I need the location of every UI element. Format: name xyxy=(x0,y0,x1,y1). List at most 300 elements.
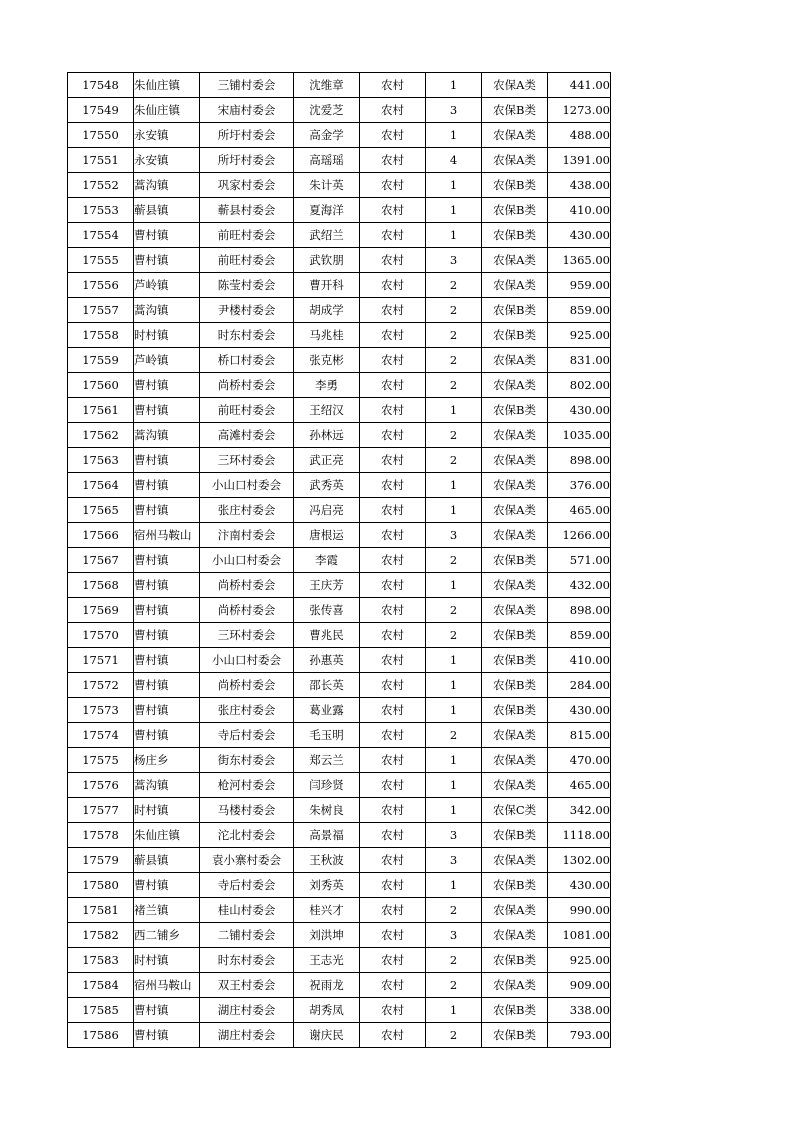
town-cell: 曹村镇 xyxy=(134,473,200,498)
person-name-cell: 武钦朋 xyxy=(294,248,360,273)
table-row xyxy=(68,823,611,848)
village-committee-cell: 袁小寨村委会 xyxy=(200,848,294,873)
town-cell: 杨庄乡 xyxy=(134,748,200,773)
insurance-category-cell: 农保A类 xyxy=(482,148,548,173)
table-row xyxy=(68,298,611,323)
insurance-category-cell: 农保A类 xyxy=(482,748,548,773)
household-type-cell: 农村 xyxy=(360,623,426,648)
amount-cell: 1081.00 xyxy=(548,923,611,948)
record-id-cell: 17569 xyxy=(68,598,134,623)
town-cell: 时村镇 xyxy=(134,948,200,973)
town-cell: 宿州马鞍山 xyxy=(134,973,200,998)
insurance-category-cell: 农保A类 xyxy=(482,573,548,598)
town-cell: 曹村镇 xyxy=(134,673,200,698)
member-count-cell: 2 xyxy=(426,898,482,923)
member-count-cell: 1 xyxy=(426,998,482,1023)
amount-cell: 898.00 xyxy=(548,448,611,473)
person-name-cell: 曹开科 xyxy=(294,273,360,298)
person-name-cell: 孙林远 xyxy=(294,423,360,448)
household-type-cell: 农村 xyxy=(360,448,426,473)
amount-cell: 488.00 xyxy=(548,123,611,148)
insurance-category-cell: 农保A类 xyxy=(482,898,548,923)
town-cell: 蒿沟镇 xyxy=(134,773,200,798)
person-name-cell: 葛业露 xyxy=(294,698,360,723)
table-row xyxy=(68,523,611,548)
table-row xyxy=(68,748,611,773)
member-count-cell: 3 xyxy=(426,523,482,548)
town-cell: 蒿沟镇 xyxy=(134,173,200,198)
table-row xyxy=(68,898,611,923)
village-committee-cell: 宋庙村委会 xyxy=(200,98,294,123)
person-name-cell: 刘秀英 xyxy=(294,873,360,898)
town-cell: 曹村镇 xyxy=(134,448,200,473)
record-id-cell: 17551 xyxy=(68,148,134,173)
household-type-cell: 农村 xyxy=(360,573,426,598)
person-name-cell: 孙惠英 xyxy=(294,648,360,673)
person-name-cell: 高瑶瑶 xyxy=(294,148,360,173)
amount-cell: 1266.00 xyxy=(548,523,611,548)
household-type-cell: 农村 xyxy=(360,948,426,973)
household-type-cell: 农村 xyxy=(360,548,426,573)
member-count-cell: 1 xyxy=(426,198,482,223)
person-name-cell: 邵长英 xyxy=(294,673,360,698)
amount-cell: 284.00 xyxy=(548,673,611,698)
insurance-category-cell: 农保B类 xyxy=(482,873,548,898)
person-name-cell: 马兆桂 xyxy=(294,323,360,348)
town-cell: 永安镇 xyxy=(134,123,200,148)
household-type-cell: 农村 xyxy=(360,348,426,373)
member-count-cell: 1 xyxy=(426,498,482,523)
household-type-cell: 农村 xyxy=(360,598,426,623)
village-committee-cell: 沱北村委会 xyxy=(200,823,294,848)
town-cell: 曹村镇 xyxy=(134,623,200,648)
member-count-cell: 1 xyxy=(426,673,482,698)
amount-cell: 925.00 xyxy=(548,323,611,348)
household-type-cell: 农村 xyxy=(360,398,426,423)
insurance-category-cell: 农保A类 xyxy=(482,373,548,398)
record-id-cell: 17566 xyxy=(68,523,134,548)
table-row xyxy=(68,598,611,623)
village-committee-cell: 小山口村委会 xyxy=(200,648,294,673)
village-committee-cell: 街东村委会 xyxy=(200,748,294,773)
insurance-category-cell: 农保A类 xyxy=(482,248,548,273)
person-name-cell: 祝雨龙 xyxy=(294,973,360,998)
insurance-category-cell: 农保A类 xyxy=(482,73,548,98)
town-cell: 朱仙庄镇 xyxy=(134,73,200,98)
household-type-cell: 农村 xyxy=(360,848,426,873)
table-row xyxy=(68,848,611,873)
table-row xyxy=(68,798,611,823)
insurance-category-cell: 农保A类 xyxy=(482,348,548,373)
insurance-category-cell: 农保A类 xyxy=(482,473,548,498)
table-row xyxy=(68,273,611,298)
insurance-category-cell: 农保B类 xyxy=(482,198,548,223)
insurance-category-cell: 农保B类 xyxy=(482,548,548,573)
person-name-cell: 曹兆民 xyxy=(294,623,360,648)
table-row xyxy=(68,773,611,798)
household-type-cell: 农村 xyxy=(360,148,426,173)
member-count-cell: 2 xyxy=(426,548,482,573)
village-committee-cell: 小山口村委会 xyxy=(200,473,294,498)
village-committee-cell: 桂山村委会 xyxy=(200,898,294,923)
table-row xyxy=(68,448,611,473)
household-type-cell: 农村 xyxy=(360,673,426,698)
table-row xyxy=(68,173,611,198)
amount-cell: 430.00 xyxy=(548,698,611,723)
household-type-cell: 农村 xyxy=(360,423,426,448)
insurance-category-cell: 农保B类 xyxy=(482,398,548,423)
record-id-cell: 17557 xyxy=(68,298,134,323)
person-name-cell: 李勇 xyxy=(294,373,360,398)
village-committee-cell: 尚桥村委会 xyxy=(200,673,294,698)
record-id-cell: 17586 xyxy=(68,1023,134,1048)
person-name-cell: 李霞 xyxy=(294,548,360,573)
household-type-cell: 农村 xyxy=(360,198,426,223)
person-name-cell: 张克彬 xyxy=(294,348,360,373)
insurance-category-cell: 农保A类 xyxy=(482,723,548,748)
member-count-cell: 2 xyxy=(426,348,482,373)
town-cell: 曹村镇 xyxy=(134,998,200,1023)
person-name-cell: 沈爱芝 xyxy=(294,98,360,123)
household-type-cell: 农村 xyxy=(360,248,426,273)
town-cell: 曹村镇 xyxy=(134,398,200,423)
insurance-category-cell: 农保A类 xyxy=(482,273,548,298)
table-row xyxy=(68,923,611,948)
town-cell: 永安镇 xyxy=(134,148,200,173)
member-count-cell: 1 xyxy=(426,873,482,898)
household-type-cell: 农村 xyxy=(360,873,426,898)
record-id-cell: 17563 xyxy=(68,448,134,473)
household-type-cell: 农村 xyxy=(360,473,426,498)
amount-cell: 410.00 xyxy=(548,648,611,673)
member-count-cell: 1 xyxy=(426,748,482,773)
town-cell: 时村镇 xyxy=(134,798,200,823)
person-name-cell: 王庆芳 xyxy=(294,573,360,598)
amount-cell: 571.00 xyxy=(548,548,611,573)
town-cell: 蕲县镇 xyxy=(134,848,200,873)
member-count-cell: 2 xyxy=(426,723,482,748)
insurance-category-cell: 农保A类 xyxy=(482,423,548,448)
member-count-cell: 1 xyxy=(426,773,482,798)
record-id-cell: 17571 xyxy=(68,648,134,673)
person-name-cell: 谢庆民 xyxy=(294,1023,360,1048)
household-type-cell: 农村 xyxy=(360,998,426,1023)
village-committee-cell: 尚桥村委会 xyxy=(200,373,294,398)
amount-cell: 410.00 xyxy=(548,198,611,223)
insurance-category-cell: 农保A类 xyxy=(482,973,548,998)
member-count-cell: 2 xyxy=(426,273,482,298)
village-committee-cell: 前旺村委会 xyxy=(200,398,294,423)
insurance-category-cell: 农保B类 xyxy=(482,173,548,198)
amount-cell: 1302.00 xyxy=(548,848,611,873)
person-name-cell: 王志光 xyxy=(294,948,360,973)
town-cell: 芦岭镇 xyxy=(134,348,200,373)
table-row xyxy=(68,98,611,123)
town-cell: 曹村镇 xyxy=(134,698,200,723)
amount-cell: 925.00 xyxy=(548,948,611,973)
amount-cell: 342.00 xyxy=(548,798,611,823)
town-cell: 曹村镇 xyxy=(134,498,200,523)
amount-cell: 441.00 xyxy=(548,73,611,98)
record-id-cell: 17565 xyxy=(68,498,134,523)
record-id-cell: 17567 xyxy=(68,548,134,573)
amount-cell: 430.00 xyxy=(548,398,611,423)
town-cell: 蕲县镇 xyxy=(134,198,200,223)
record-id-cell: 17564 xyxy=(68,473,134,498)
record-id-cell: 17556 xyxy=(68,273,134,298)
member-count-cell: 2 xyxy=(426,598,482,623)
village-committee-cell: 时东村委会 xyxy=(200,323,294,348)
table-row xyxy=(68,323,611,348)
insurance-category-cell: 农保B类 xyxy=(482,673,548,698)
record-id-cell: 17575 xyxy=(68,748,134,773)
record-id-cell: 17573 xyxy=(68,698,134,723)
table-row xyxy=(68,498,611,523)
village-committee-cell: 小山口村委会 xyxy=(200,548,294,573)
household-type-cell: 农村 xyxy=(360,173,426,198)
member-count-cell: 2 xyxy=(426,323,482,348)
household-type-cell: 农村 xyxy=(360,498,426,523)
amount-cell: 802.00 xyxy=(548,373,611,398)
town-cell: 宿州马鞍山 xyxy=(134,523,200,548)
insurance-category-cell: 农保C类 xyxy=(482,798,548,823)
household-type-cell: 农村 xyxy=(360,798,426,823)
amount-cell: 438.00 xyxy=(548,173,611,198)
table-row xyxy=(68,248,611,273)
insurance-category-cell: 农保A类 xyxy=(482,498,548,523)
member-count-cell: 3 xyxy=(426,98,482,123)
table-row xyxy=(68,623,611,648)
person-name-cell: 唐根运 xyxy=(294,523,360,548)
member-count-cell: 2 xyxy=(426,973,482,998)
insurance-category-cell: 农保A类 xyxy=(482,773,548,798)
record-id-cell: 17582 xyxy=(68,923,134,948)
member-count-cell: 1 xyxy=(426,123,482,148)
village-committee-cell: 张庄村委会 xyxy=(200,698,294,723)
table-row xyxy=(68,373,611,398)
insurance-category-cell: 农保A类 xyxy=(482,923,548,948)
village-committee-cell: 陈莹村委会 xyxy=(200,273,294,298)
town-cell: 曹村镇 xyxy=(134,873,200,898)
amount-cell: 470.00 xyxy=(548,748,611,773)
town-cell: 曹村镇 xyxy=(134,548,200,573)
household-type-cell: 农村 xyxy=(360,98,426,123)
town-cell: 芦岭镇 xyxy=(134,273,200,298)
record-id-cell: 17550 xyxy=(68,123,134,148)
household-type-cell: 农村 xyxy=(360,923,426,948)
village-committee-cell: 时东村委会 xyxy=(200,948,294,973)
village-committee-cell: 枪河村委会 xyxy=(200,773,294,798)
village-committee-cell: 马楼村委会 xyxy=(200,798,294,823)
village-committee-cell: 巩家村委会 xyxy=(200,173,294,198)
table-row xyxy=(68,1023,611,1048)
member-count-cell: 2 xyxy=(426,373,482,398)
town-cell: 朱仙庄镇 xyxy=(134,823,200,848)
amount-cell: 432.00 xyxy=(548,573,611,598)
member-count-cell: 2 xyxy=(426,948,482,973)
record-id-cell: 17570 xyxy=(68,623,134,648)
village-committee-cell: 前旺村委会 xyxy=(200,223,294,248)
insurance-category-cell: 农保B类 xyxy=(482,1023,548,1048)
household-type-cell: 农村 xyxy=(360,723,426,748)
village-committee-cell: 三铺村委会 xyxy=(200,73,294,98)
table-row xyxy=(68,673,611,698)
table-row xyxy=(68,573,611,598)
town-cell: 曹村镇 xyxy=(134,723,200,748)
town-cell: 朱仙庄镇 xyxy=(134,98,200,123)
insurance-category-cell: 农保B类 xyxy=(482,98,548,123)
household-type-cell: 农村 xyxy=(360,223,426,248)
insurance-category-cell: 农保A类 xyxy=(482,598,548,623)
record-id-cell: 17578 xyxy=(68,823,134,848)
household-type-cell: 农村 xyxy=(360,973,426,998)
amount-cell: 376.00 xyxy=(548,473,611,498)
person-name-cell: 朱计英 xyxy=(294,173,360,198)
village-committee-cell: 高滩村委会 xyxy=(200,423,294,448)
village-committee-cell: 寺后村委会 xyxy=(200,723,294,748)
village-committee-cell: 湖庄村委会 xyxy=(200,998,294,1023)
member-count-cell: 1 xyxy=(426,223,482,248)
village-committee-cell: 桥口村委会 xyxy=(200,348,294,373)
town-cell: 西二铺乡 xyxy=(134,923,200,948)
village-committee-cell: 湖庄村委会 xyxy=(200,1023,294,1048)
person-name-cell: 刘洪坤 xyxy=(294,923,360,948)
member-count-cell: 4 xyxy=(426,148,482,173)
record-id-cell: 17554 xyxy=(68,223,134,248)
village-committee-cell: 所圩村委会 xyxy=(200,148,294,173)
village-committee-cell: 三环村委会 xyxy=(200,448,294,473)
amount-cell: 831.00 xyxy=(548,348,611,373)
household-type-cell: 农村 xyxy=(360,273,426,298)
record-id-cell: 17577 xyxy=(68,798,134,823)
person-name-cell: 朱树良 xyxy=(294,798,360,823)
amount-cell: 1365.00 xyxy=(548,248,611,273)
amount-cell: 859.00 xyxy=(548,298,611,323)
town-cell: 曹村镇 xyxy=(134,648,200,673)
person-name-cell: 王秋波 xyxy=(294,848,360,873)
record-id-cell: 17576 xyxy=(68,773,134,798)
table-row xyxy=(68,73,611,98)
record-id-cell: 17562 xyxy=(68,423,134,448)
household-type-cell: 农村 xyxy=(360,748,426,773)
person-name-cell: 郑云兰 xyxy=(294,748,360,773)
person-name-cell: 武秀英 xyxy=(294,473,360,498)
person-name-cell: 沈维章 xyxy=(294,73,360,98)
insurance-category-cell: 农保B类 xyxy=(482,623,548,648)
village-committee-cell: 尹楼村委会 xyxy=(200,298,294,323)
insurance-category-cell: 农保B类 xyxy=(482,648,548,673)
table-row xyxy=(68,998,611,1023)
record-id-cell: 17559 xyxy=(68,348,134,373)
person-name-cell: 胡成学 xyxy=(294,298,360,323)
village-committee-cell: 寺后村委会 xyxy=(200,873,294,898)
table-row xyxy=(68,123,611,148)
insurance-category-cell: 农保B类 xyxy=(482,823,548,848)
member-count-cell: 1 xyxy=(426,573,482,598)
amount-cell: 430.00 xyxy=(548,873,611,898)
village-committee-cell: 汴南村委会 xyxy=(200,523,294,548)
insurance-category-cell: 农保B类 xyxy=(482,298,548,323)
table-row xyxy=(68,348,611,373)
record-id-cell: 17548 xyxy=(68,73,134,98)
amount-cell: 1118.00 xyxy=(548,823,611,848)
member-count-cell: 1 xyxy=(426,473,482,498)
records-table xyxy=(67,72,611,1048)
member-count-cell: 2 xyxy=(426,298,482,323)
village-committee-cell: 二铺村委会 xyxy=(200,923,294,948)
amount-cell: 815.00 xyxy=(548,723,611,748)
table-row xyxy=(68,223,611,248)
town-cell: 蒿沟镇 xyxy=(134,298,200,323)
person-name-cell: 桂兴才 xyxy=(294,898,360,923)
household-type-cell: 农村 xyxy=(360,523,426,548)
household-type-cell: 农村 xyxy=(360,298,426,323)
amount-cell: 859.00 xyxy=(548,623,611,648)
household-type-cell: 农村 xyxy=(360,123,426,148)
member-count-cell: 2 xyxy=(426,623,482,648)
household-type-cell: 农村 xyxy=(360,323,426,348)
table-body xyxy=(68,73,611,1048)
household-type-cell: 农村 xyxy=(360,773,426,798)
village-committee-cell: 尚桥村委会 xyxy=(200,573,294,598)
record-id-cell: 17555 xyxy=(68,248,134,273)
record-id-cell: 17584 xyxy=(68,973,134,998)
record-id-cell: 17560 xyxy=(68,373,134,398)
person-name-cell: 冯启亮 xyxy=(294,498,360,523)
household-type-cell: 农村 xyxy=(360,698,426,723)
town-cell: 曹村镇 xyxy=(134,598,200,623)
member-count-cell: 1 xyxy=(426,648,482,673)
town-cell: 曹村镇 xyxy=(134,373,200,398)
member-count-cell: 3 xyxy=(426,848,482,873)
person-name-cell: 夏海洋 xyxy=(294,198,360,223)
member-count-cell: 3 xyxy=(426,823,482,848)
amount-cell: 909.00 xyxy=(548,973,611,998)
person-name-cell: 高景福 xyxy=(294,823,360,848)
amount-cell: 465.00 xyxy=(548,773,611,798)
record-id-cell: 17553 xyxy=(68,198,134,223)
table-row xyxy=(68,148,611,173)
household-type-cell: 农村 xyxy=(360,1023,426,1048)
table-row xyxy=(68,398,611,423)
person-name-cell: 毛玉明 xyxy=(294,723,360,748)
member-count-cell: 3 xyxy=(426,248,482,273)
insurance-category-cell: 农保B类 xyxy=(482,223,548,248)
table-row xyxy=(68,973,611,998)
record-id-cell: 17579 xyxy=(68,848,134,873)
person-name-cell: 闫珍贤 xyxy=(294,773,360,798)
household-type-cell: 农村 xyxy=(360,898,426,923)
insurance-category-cell: 农保B类 xyxy=(482,323,548,348)
person-name-cell: 武正亮 xyxy=(294,448,360,473)
village-committee-cell: 三环村委会 xyxy=(200,623,294,648)
table-row xyxy=(68,948,611,973)
village-committee-cell: 双王村委会 xyxy=(200,973,294,998)
insurance-category-cell: 农保B类 xyxy=(482,948,548,973)
town-cell: 褚兰镇 xyxy=(134,898,200,923)
person-name-cell: 胡秀凤 xyxy=(294,998,360,1023)
person-name-cell: 高金学 xyxy=(294,123,360,148)
table-row xyxy=(68,473,611,498)
person-name-cell: 王绍汉 xyxy=(294,398,360,423)
household-type-cell: 农村 xyxy=(360,73,426,98)
amount-cell: 465.00 xyxy=(548,498,611,523)
amount-cell: 430.00 xyxy=(548,223,611,248)
member-count-cell: 3 xyxy=(426,923,482,948)
amount-cell: 1391.00 xyxy=(548,148,611,173)
record-id-cell: 17580 xyxy=(68,873,134,898)
village-committee-cell: 张庄村委会 xyxy=(200,498,294,523)
